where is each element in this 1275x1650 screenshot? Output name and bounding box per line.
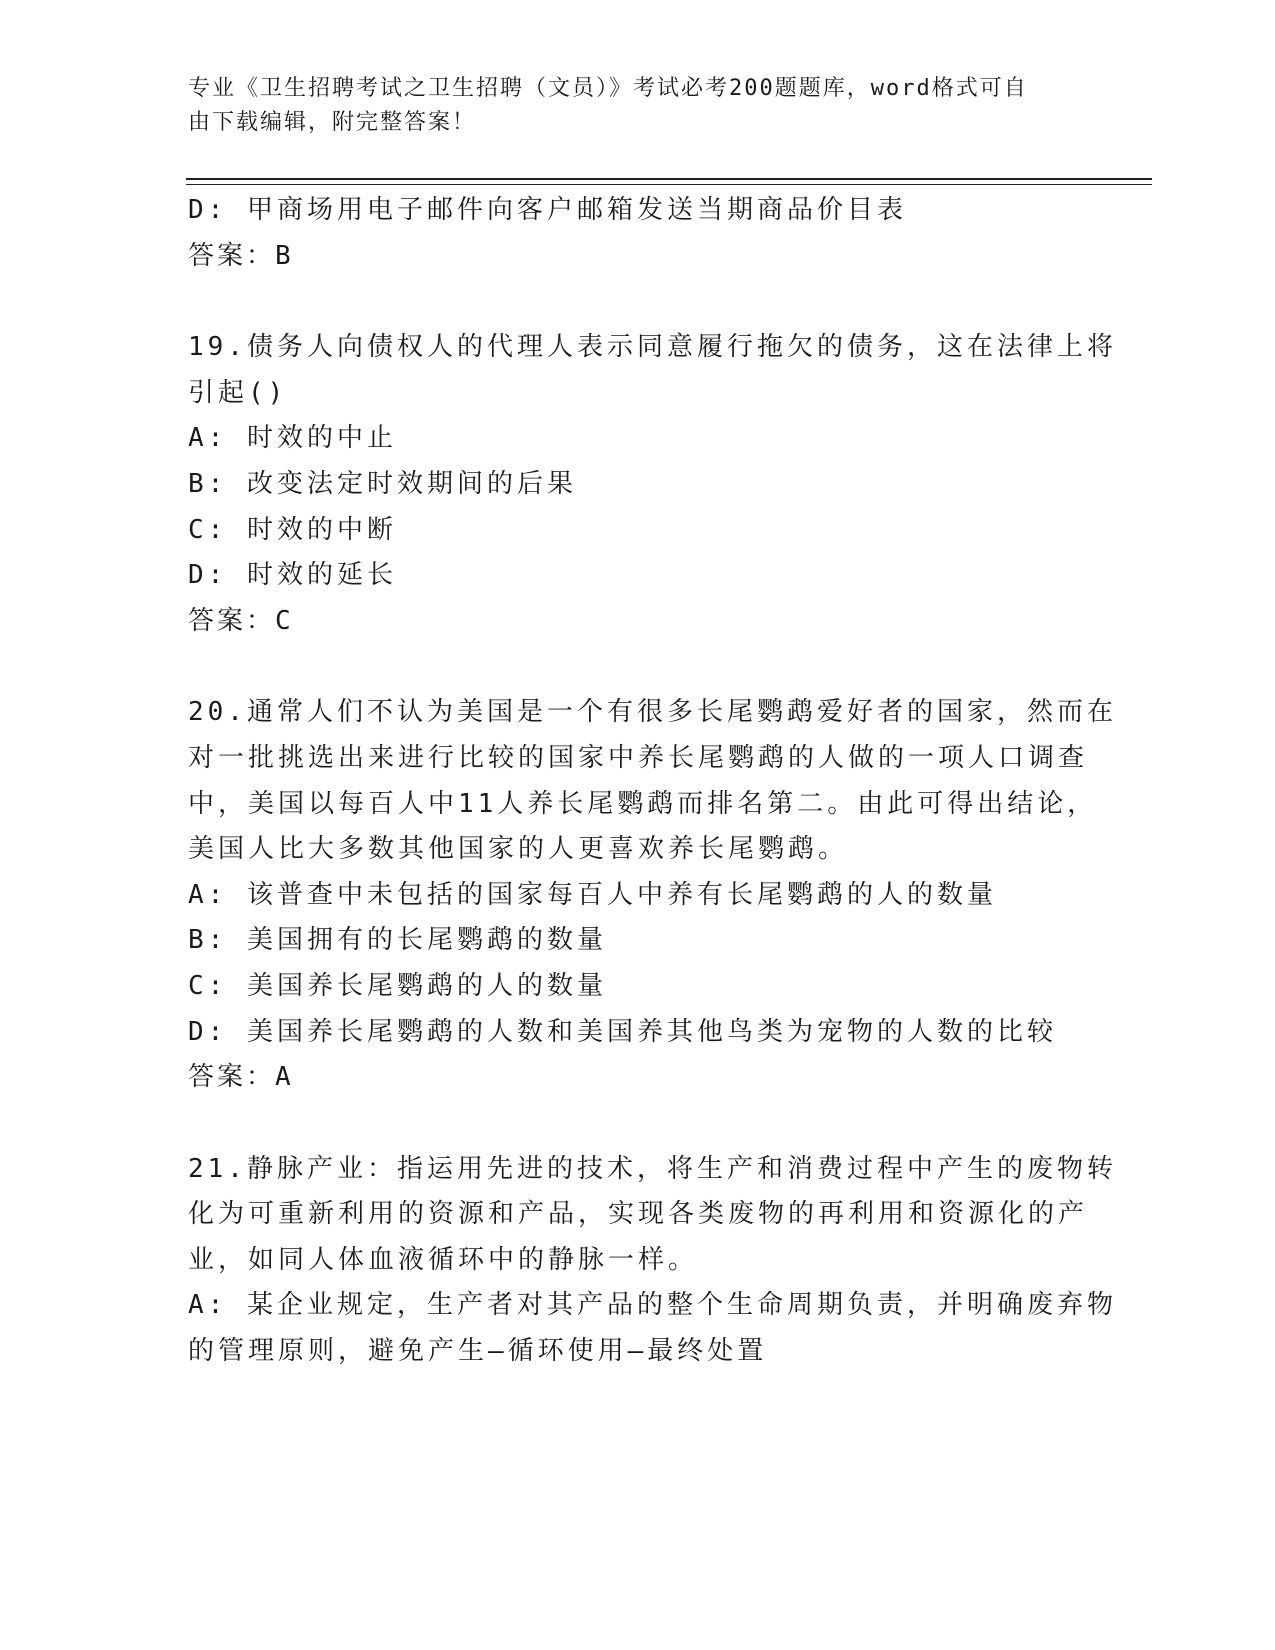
spacer	[188, 644, 1088, 690]
header-rule-thick	[186, 178, 1152, 180]
q19-answer: 答案：C	[188, 605, 294, 636]
q19-option-b: B: 改变法定时效期间的后果	[188, 468, 577, 499]
q19-option-c: C: 时效的中断	[188, 514, 397, 545]
q20-stem-line-4: 美国人比大多数其他国家的人更喜欢养长尾鹦鹉。	[188, 834, 849, 865]
q20-stem-line-1: 20.通常人们不认为美国是一个有很多长尾鹦鹉爱好者的国家，然而在	[188, 697, 1117, 728]
q20-stem-line-3: 中，美国以每百人中11人养长尾鹦鹉而排名第二。由此可得出结论，	[188, 788, 1098, 819]
q20-option-d: D: 美国养长尾鹦鹉的人数和美国养其他鸟类为宠物的人数的比较	[188, 1016, 1057, 1047]
header-line-2: 由下载编辑，附完整答案！	[188, 110, 477, 135]
q20-stem-line-2: 对一批挑选出来进行比较的国家中养长尾鹦鹉的人做的一项人口调查	[188, 742, 1089, 773]
q20-option-b: B: 美国拥有的长尾鹦鹉的数量	[188, 925, 607, 956]
q19-stem-line-1: 19.债务人向债权人的代理人表示同意履行拖欠的债务，这在法律上将	[188, 332, 1117, 363]
question-20	[188, 690, 1117, 1100]
q21-stem-line-3: 业，如同人体血液循环中的静脉一样。	[188, 1244, 699, 1275]
q21-stem-line-2: 化为可重新利用的资源和产品，实现各类废物的再利用和资源化的产	[188, 1199, 1089, 1230]
prev-answer: 答案：B	[188, 240, 294, 271]
q21-option-a-line-2: 的管理原则，避免产生—循环使用—最终处置	[188, 1336, 768, 1367]
spacer	[188, 279, 1088, 325]
q20-answer: 答案：A	[188, 1062, 294, 1093]
q20-option-c: C: 美国养长尾鹦鹉的人的数量	[188, 970, 607, 1001]
q21-option-a-line-1: A: 某企业规定，生产者对其产品的整个生命周期负责，并明确废弃物	[188, 1290, 1117, 1321]
header-line-1: 专业《卫生招聘考试之卫生招聘（文员）》考试必考200题题库，word格式可自	[188, 76, 1028, 101]
question-19	[188, 325, 1117, 644]
q21-stem-line-1: 21.静脉产业：指运用先进的技术，将生产和消费过程中产生的废物转	[188, 1153, 1117, 1184]
q19-option-a: A: 时效的中止	[188, 423, 397, 454]
document-header	[188, 72, 1068, 140]
header-rule-thin	[186, 184, 1152, 185]
q20-option-a: A: 该普查中未包括的国家每百人中养有长尾鹦鹉的人的数量	[188, 879, 997, 910]
question-21	[188, 1147, 1117, 1375]
prev-option-d: D: 甲商场用电子邮件向客户邮箱发送当期商品价目表	[188, 195, 907, 225]
spacer	[188, 1101, 1088, 1147]
q19-option-d: D: 时效的延长	[188, 560, 397, 591]
question-content	[188, 188, 1117, 1375]
q19-stem-line-2: 引起()	[188, 377, 288, 408]
